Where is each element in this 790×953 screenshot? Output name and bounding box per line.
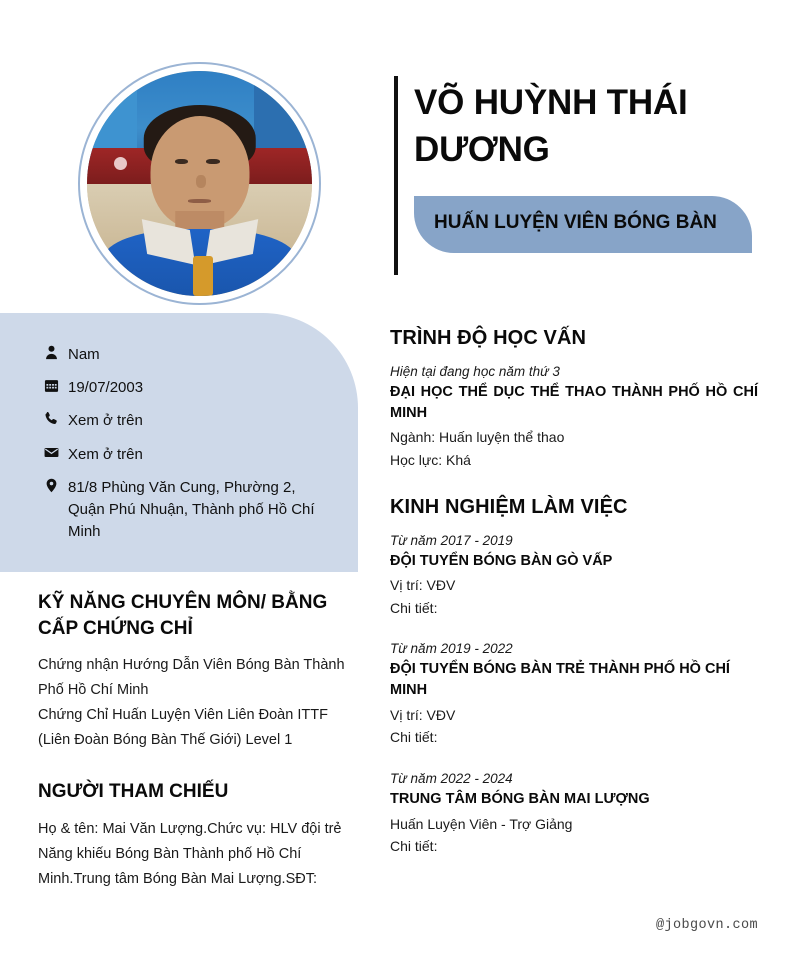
page-title: VÕ HUỲNH THÁI DƯƠNG bbox=[414, 83, 688, 169]
experience-org: TRUNG TÂM BÓNG BÀN MAI LƯỢNG bbox=[390, 790, 650, 807]
reference-section bbox=[38, 779, 360, 891]
contact-item-phone bbox=[44, 410, 334, 432]
contact-list bbox=[44, 344, 334, 554]
experience-period: Từ năm 2019 - 2022 bbox=[390, 641, 513, 657]
portrait-photo bbox=[87, 71, 312, 296]
contact-value: Xem ở trên bbox=[68, 445, 143, 463]
right-column bbox=[390, 327, 758, 880]
person-icon bbox=[44, 344, 68, 360]
experience-detail: Chi tiết: bbox=[390, 599, 438, 616]
experience-entry bbox=[390, 771, 758, 858]
experience-detail: Chi tiết: bbox=[390, 838, 438, 855]
watermark: @jobgovn.com bbox=[655, 918, 758, 933]
education-grade: Học lực: Khá bbox=[390, 451, 471, 468]
contact-value: Nam bbox=[68, 346, 100, 363]
experience-org: ĐỘI TUYỂN BÓNG BÀN TRẺ THÀNH PHỐ HỒ CHÍ MINH bbox=[390, 661, 730, 698]
envelope-icon bbox=[44, 444, 68, 460]
experience-position: Huấn Luyện Viên - Trợ Giảng bbox=[390, 815, 573, 832]
role-banner: HUẤN LUYỆN VIÊN BÓNG BÀN bbox=[414, 196, 752, 253]
calendar-icon bbox=[44, 377, 68, 393]
education-major: Ngành: Huấn luyện thể thao bbox=[390, 429, 565, 446]
education-period: Hiện tại đang học năm thứ 3 bbox=[390, 364, 560, 379]
skill-item: Chứng Chỉ Huấn Luyện Viên Liên Đoàn ITTF (Liên Đoàn Bóng Bàn Thế Giới) Level 1 bbox=[38, 707, 328, 749]
name-accent-bar bbox=[394, 76, 398, 275]
reference-heading: NGƯỜI THAM CHIẾU bbox=[38, 781, 229, 803]
skill-item: Chứng nhận Hướng Dẫn Viên Bóng Bàn Thành Phố Hồ Chí Minh bbox=[38, 657, 345, 699]
contact-value: 81/8 Phùng Văn Cung, Phường 2, Quận Phú Nhuận, Thành phố Hồ Chí Minh bbox=[68, 478, 315, 541]
experience-entry bbox=[390, 533, 758, 620]
skills-heading: KỸ NĂNG CHUYÊN MÔN/ BẰNG CẤP CHỨNG CHỈ bbox=[38, 592, 328, 639]
left-column bbox=[38, 590, 360, 891]
experience-period: Từ năm 2022 - 2024 bbox=[390, 770, 513, 786]
education-heading: TRÌNH ĐỘ HỌC VẤN bbox=[390, 327, 587, 349]
contact-item-birthdate bbox=[44, 377, 334, 399]
reference-text: Họ & tên: Mai Văn Lượng.Chức vụ: HLV đội trẻ Năng khiếu Bóng Bàn Thành phố Hồ Chí Minh.Trung tâm Bóng Bàn Mai Lượng.SĐT: bbox=[38, 820, 342, 887]
experience-org: ĐỘI TUYỂN BÓNG BÀN GÒ VẤP bbox=[390, 552, 613, 569]
contact-value: Xem ở trên bbox=[68, 412, 143, 430]
contact-item-email bbox=[44, 444, 334, 466]
experience-position: Vị trí: VĐV bbox=[390, 577, 456, 594]
phone-icon bbox=[44, 410, 68, 426]
education-school: ĐẠI HỌC THỂ DỤC THỂ THAO THÀNH PHỐ HỒ CHÍ MINH bbox=[390, 384, 758, 421]
experience-position: Vị trí: VĐV bbox=[390, 706, 456, 723]
experience-period: Từ năm 2017 - 2019 bbox=[390, 532, 513, 548]
avatar bbox=[78, 62, 321, 305]
education-entry bbox=[390, 364, 758, 472]
contact-item-gender bbox=[44, 344, 334, 366]
skills-list bbox=[38, 653, 360, 753]
contact-item-address bbox=[44, 477, 334, 544]
experience-entry bbox=[390, 641, 758, 749]
location-pin-icon bbox=[44, 477, 68, 493]
experience-heading: KINH NGHIỆM LÀM VIỆC bbox=[390, 495, 628, 518]
experience-detail: Chi tiết: bbox=[390, 729, 438, 746]
contact-value: 19/07/2003 bbox=[68, 379, 144, 397]
